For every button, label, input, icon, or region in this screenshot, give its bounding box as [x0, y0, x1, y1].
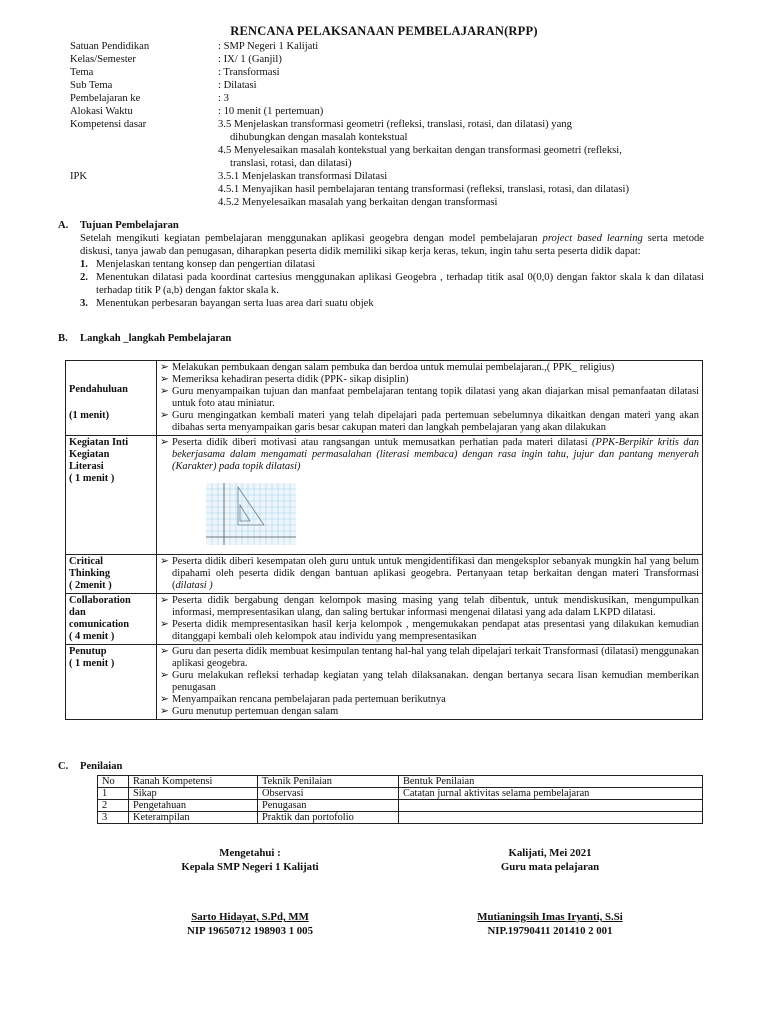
signature-left — [150, 846, 350, 938]
table-cell: Pengetahuan — [129, 800, 258, 812]
phase-name: Thinking — [69, 568, 111, 579]
table-cell: 3 — [98, 812, 129, 824]
list-item — [160, 706, 699, 718]
signature-caption: Mengetahui : — [219, 847, 281, 859]
table-row — [66, 436, 703, 555]
section-title: Langkah _langkah Pembelajaran — [80, 333, 232, 344]
signature-date: Kalijati, Mei 2021 — [508, 847, 592, 859]
section-letter: B. — [58, 333, 68, 344]
info-value: : IX/ 1 (Ganjil) — [218, 54, 282, 65]
phase-name: Penutup — [69, 646, 107, 657]
table-row — [66, 555, 703, 594]
table-cell: Keterampilan — [129, 812, 258, 824]
list-item — [80, 271, 704, 297]
info-row — [70, 105, 710, 118]
phase-time: (1 menit) — [69, 410, 110, 421]
section-heading — [58, 219, 704, 232]
info-value: : 3 — [218, 93, 229, 104]
section-langkah-heading — [58, 333, 231, 344]
signature-right — [450, 846, 650, 938]
activity-text: Melakukan pembukaan dengan salam pembuka dan berdoa untuk memulai pembelajaran.,( PPK_ religius) — [172, 362, 615, 373]
table-row — [66, 594, 703, 645]
section-penilaian-heading — [58, 761, 122, 772]
info-row — [70, 40, 710, 53]
activity-text: Guru menyampaikan tujuan dan manfaat pembelajaran tentang topik dilatasi yang akan diajarkan misal pemanfaatan dilatasi untuk foto atau miniatur. — [172, 386, 699, 409]
info-row — [70, 66, 710, 79]
tujuan-italic: project based learning — [542, 233, 643, 244]
phase-name: dan — [69, 607, 86, 618]
activity-text: Guru dan peserta didik membuat kesimpulan tentang hal-hal yang telah dipelajari terkait Transformasi (dilatasi) menggunakan aplikasi geogebra. — [172, 646, 699, 669]
list-item — [160, 362, 699, 374]
ipk-row — [70, 170, 710, 209]
list-item — [160, 437, 699, 473]
tujuan-list — [80, 258, 704, 310]
arrow-bullet-icon: ➢ — [160, 694, 169, 705]
signature-role: Guru mata pelajaran — [500, 861, 600, 873]
phase-time: ( 4 menit ) — [69, 631, 115, 642]
table-cell: Praktik dan portofolio — [258, 812, 399, 824]
activity-text: Guru mengingatkan kembali materi yang telah dipelajari pada pertemuan sebelumnya dikaitkan dengan materi yang akan dibahas serta menyampaikan garis besar cakupan materi dan langkah pembelajaran yang akan dilakukan — [172, 410, 699, 433]
penilaian-table — [97, 775, 703, 824]
activity-cell — [157, 555, 703, 594]
info-row — [70, 92, 710, 105]
table-cell: Observasi — [258, 788, 399, 800]
list-item — [160, 374, 699, 386]
ipk-1: 3.5.1 Menjelaskan transformasi Dilatasi — [218, 171, 388, 182]
section-letter: A. — [58, 220, 69, 231]
activity-text-italic: (PPK-Berpikir kritis dan bekerjasama dalam mengamati permasalahan (literasi membaca) dengan rasa ingin tahu, jujur dan pantang menyerah (Karakter) pada topik dilatasi) — [172, 437, 699, 472]
arrow-bullet-icon: ➢ — [160, 619, 169, 630]
list-item — [160, 646, 699, 670]
activity-cell — [157, 594, 703, 645]
table-row — [98, 788, 703, 800]
section-tujuan — [58, 219, 704, 310]
kd-label: Kompetensi dasar — [70, 119, 147, 130]
table-cell — [399, 800, 703, 812]
activity-text: Guru melakukan refleksi terhadap kegiatan yang telah dilaksanakan. dengan bertanya secara lisan kemudian memberikan penugasan — [172, 670, 699, 693]
activity-text-plain: Peserta didik diberi kesempatan oleh guru untuk untuk mengidentifikasi dan mengeksplor sebanyak mungkin hal yang belum dipahami oleh peserta didik dengan bantuan aplikasi geogebra. Pertanyaan tetap berkaitan dengan materi Transformasi ( — [172, 556, 699, 591]
column-header: Bentuk Penilaian — [399, 776, 703, 788]
arrow-bullet-icon: ➢ — [160, 670, 169, 681]
column-header: Teknik Penilaian — [258, 776, 399, 788]
signature-name: Sarto Hidayat, S.Pd, MM — [191, 911, 309, 923]
arrow-bullet-icon: ➢ — [160, 646, 169, 657]
table-cell: Catatan jurnal aktivitas selama pembelajaran — [399, 788, 703, 800]
info-value: : Dilatasi — [218, 80, 257, 91]
table-cell: 1 — [98, 788, 129, 800]
info-label: Kelas/Semester — [70, 54, 136, 65]
list-number: 3. — [80, 298, 88, 309]
info-block — [70, 40, 710, 209]
list-text: Menjelaskan tentang konsep dan pengertian dilatasi — [96, 259, 316, 270]
phase-name: comunication — [69, 619, 130, 630]
tujuan-text-cont: serta metode diskusi, tanya jawab dan penugasan, diharapkan peserta didik memiliki sikap kerja keras, tekun, ingin tahu serta peserta didik dapat: — [80, 233, 705, 257]
activity-text: Guru menutup pertemuan dengan salam — [172, 706, 339, 717]
phase-name: Pendahuluan — [69, 384, 128, 395]
arrow-bullet-icon: ➢ — [160, 410, 169, 421]
activity-text: Menyampaikan rencana pembelajaran pada pertemuan berikutnya — [172, 694, 446, 705]
signature-nip: NIP 19650712 198903 1 005 — [187, 925, 313, 937]
ipk-2: 4.5.1 Menyajikan hasil pembelajaran tentang transformasi (refleksi, translasi, rotasi, dan dilatasi) — [218, 184, 629, 195]
activity-text — [172, 437, 699, 473]
table-row — [66, 645, 703, 720]
phase-cell — [66, 555, 157, 594]
list-item — [80, 297, 704, 310]
table-row — [98, 812, 703, 824]
phase-cell — [66, 436, 157, 555]
list-number: 2. — [80, 272, 88, 283]
info-row — [70, 53, 710, 66]
info-label: Tema — [70, 67, 94, 78]
activity-cell — [157, 361, 703, 436]
phase-name: Kegiatan — [69, 449, 110, 460]
arrow-bullet-icon: ➢ — [160, 706, 169, 717]
list-item — [160, 670, 699, 694]
info-value: : SMP Negeri 1 Kalijati — [218, 41, 319, 52]
column-header: No — [98, 776, 129, 788]
signature-name: Mutianingsih Imas Iryanti, S.Si — [477, 911, 623, 923]
tujuan-text: Setelah mengikuti kegiatan pembelajaran menggunakan aplikasi geogebra dengan model pembelajaran — [80, 233, 543, 244]
list-text: Menentukan perbesaran bayangan serta luas area dari suatu objek — [96, 298, 374, 309]
section-title: Tujuan Pembelajaran — [80, 220, 179, 231]
document-title: RENCANA PELAKSANAAN PEMBELAJARAN(RPP) — [230, 24, 538, 38]
list-item — [160, 595, 699, 619]
section-title: Penilaian — [80, 761, 123, 772]
phase-name: Kegiatan Inti — [69, 437, 129, 448]
table-cell — [399, 812, 703, 824]
info-value: : Transformasi — [218, 67, 280, 78]
list-item — [160, 619, 699, 643]
geogebra-graph-image — [206, 483, 296, 545]
table-cell: Penugasan — [258, 800, 399, 812]
list-item — [160, 386, 699, 410]
section-letter: C. — [58, 761, 69, 772]
phase-time: ( 2menit ) — [69, 580, 112, 591]
activity-text: Peserta didik mempresentasikan hasil kerja kelompok , mengemukakan pendapat atas presentasi yang dilakukan kemudian ditanggapi kembali oleh kelompok atau individu yang mempresentasikan — [172, 619, 699, 642]
kd-2-cont: translasi, rotasi, dan dilatasi) — [230, 158, 352, 169]
activity-text: Memeriksa kehadiran peserta didik (PPK- sikap disiplin) — [172, 374, 409, 385]
signature-nip: NIP.19790411 201410 2 001 — [487, 925, 613, 937]
kd-2: 4.5 Menyelesaikan masalah kontekstual yang berkaitan dengan transformasi geometri (refleksi, — [218, 145, 622, 156]
info-label: Sub Tema — [70, 80, 113, 91]
activity-text — [172, 556, 699, 592]
info-label: Satuan Pendidikan — [70, 41, 150, 52]
signature-role: Kepala SMP Negeri 1 Kalijati — [181, 861, 319, 873]
phase-name: Collaboration — [69, 595, 131, 606]
info-row — [70, 79, 710, 92]
tujuan-paragraph — [80, 232, 704, 258]
phase-cell — [66, 594, 157, 645]
kd-1: 3.5 Menjelaskan transformasi geometri (refleksi, translasi, rotasi, dan dilatasi) yang — [218, 119, 572, 130]
list-item — [160, 694, 699, 706]
list-item — [80, 258, 704, 271]
arrow-bullet-icon: ➢ — [160, 386, 169, 397]
table-cell: Sikap — [129, 788, 258, 800]
arrow-bullet-icon: ➢ — [160, 437, 169, 448]
phase-time: ( 1 menit ) — [69, 658, 115, 669]
kd-value — [218, 118, 710, 170]
arrow-bullet-icon: ➢ — [160, 556, 169, 567]
kd-1-cont: dihubungkan dengan masalah kontekstual — [230, 132, 408, 143]
info-label: Pembelajaran ke — [70, 93, 141, 104]
activity-text: Peserta didik bergabung dengan kelompok masing masing yang telah dibentuk, untuk mendiskusikan, mengumpulkan informasi, mempresentasikan ulang, dan saling bertukar informasi mengenai dilatasi yang ada dalam LKPD dilatasi. — [172, 595, 699, 618]
list-item — [160, 410, 699, 434]
phase-name: Critical — [69, 556, 104, 567]
activity-cell — [157, 436, 703, 555]
ipk-3: 4.5.2 Menyelesaikan masalah yang berkaitan dengan transformasi — [218, 197, 498, 208]
arrow-bullet-icon: ➢ — [160, 362, 169, 373]
column-header: Ranah Kompetensi — [129, 776, 258, 788]
arrow-bullet-icon: ➢ — [160, 595, 169, 606]
list-text: Menentukan dilatasi pada koordinat cartesius menggunakan aplikasi Geogebra , terhadap titik asal 0(0,0) dengan faktor skala k dan dilatasi terhadap titik P (a,b) dengan faktor skala k. — [96, 272, 704, 296]
info-label: Alokasi Waktu — [70, 106, 133, 117]
phase-time: ( 1 menit ) — [69, 473, 115, 484]
ipk-label: IPK — [70, 171, 88, 182]
langkah-table — [65, 360, 703, 720]
phase-cell — [66, 645, 157, 720]
table-header-row — [98, 776, 703, 788]
phase-name: Literasi — [69, 461, 104, 472]
arrow-bullet-icon: ➢ — [160, 374, 169, 385]
activity-text-italic: dilatasi ) — [175, 580, 213, 591]
activity-cell — [157, 645, 703, 720]
kd-row — [70, 118, 710, 170]
list-item — [160, 556, 699, 592]
info-value: : 10 menit (1 pertemuan) — [218, 106, 324, 117]
phase-cell — [66, 361, 157, 436]
ipk-value — [218, 170, 710, 209]
list-number: 1. — [80, 259, 88, 270]
table-row — [98, 800, 703, 812]
activity-text-plain: Peserta didik diberi motivasi atau rangsangan untuk memusatkan perhatian pada materi dilatasi — [172, 437, 593, 448]
table-row — [66, 361, 703, 436]
table-cell: 2 — [98, 800, 129, 812]
